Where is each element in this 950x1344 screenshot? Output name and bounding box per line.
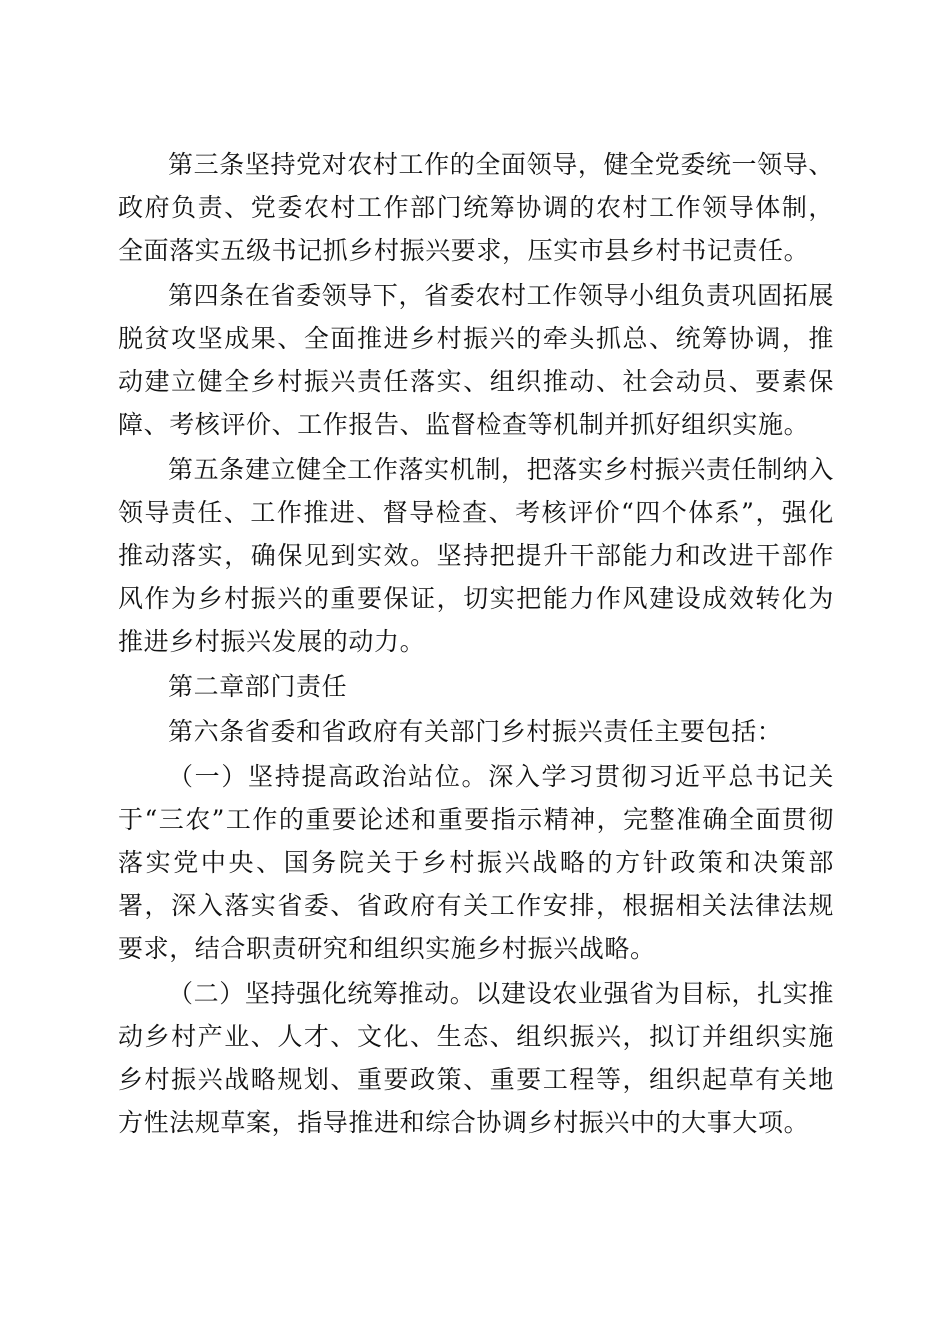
article-5-paragraph: 第五条建立健全工作落实机制，把落实乡村振兴责任制纳入领导责任、工作推进、督导检查、考核评价“四个体系”，强化推动落实，确保见到实效。坚持把提升干部能力和改进干部作风作为乡村振兴的重要保证，切实把能力作风建设成效转化为推进乡村振兴发展的动力。	[118, 455, 834, 656]
article-3-paragraph: 第三条坚持党对农村工作的全面领导，健全党委统一领导、政府负责、党委农村工作部门统筹协调的农村工作领导体制，全面落实五级书记抓乡村振兴要求，压实市县乡村书记责任。	[118, 150, 834, 265]
item-1-paragraph: （一）坚持提高政治站位。深入学习贯彻习近平总书记关于“三农”工作的重要论述和重要指示精神，完整准确全面贯彻落实党中央、国务院关于乡村振兴战略的方针政策和决策部署，深入落实省委、省政府有关工作安排，根据相关法律法规要求，结合职责研究和组织实施乡村振兴战略。	[118, 762, 834, 963]
chapter-2-heading: 第二章部门责任	[168, 672, 348, 701]
article-6-paragraph: 第六条省委和省政府有关部门乡村振兴责任主要包括：	[168, 717, 783, 746]
document-body	[118, 143, 834, 1146]
item-2-paragraph: （二）坚持强化统筹推动。以建设农业强省为目标，扎实推动乡村产业、人才、文化、生态、组织振兴，拟订并组织实施乡村振兴战略规划、重要政策、重要工程等，组织起草有关地方性法规草案，指导推进和综合协调乡村振兴中的大事大项。	[118, 979, 834, 1137]
article-4-paragraph: 第四条在省委领导下，省委农村工作领导小组负责巩固拓展脱贫攻坚成果、全面推进乡村振兴的牵头抓总、统筹协调，推动建立健全乡村振兴责任落实、组织推动、社会动员、要素保障、考核评价、工作报告、监督检查等机制并抓好组织实施。	[118, 281, 834, 439]
